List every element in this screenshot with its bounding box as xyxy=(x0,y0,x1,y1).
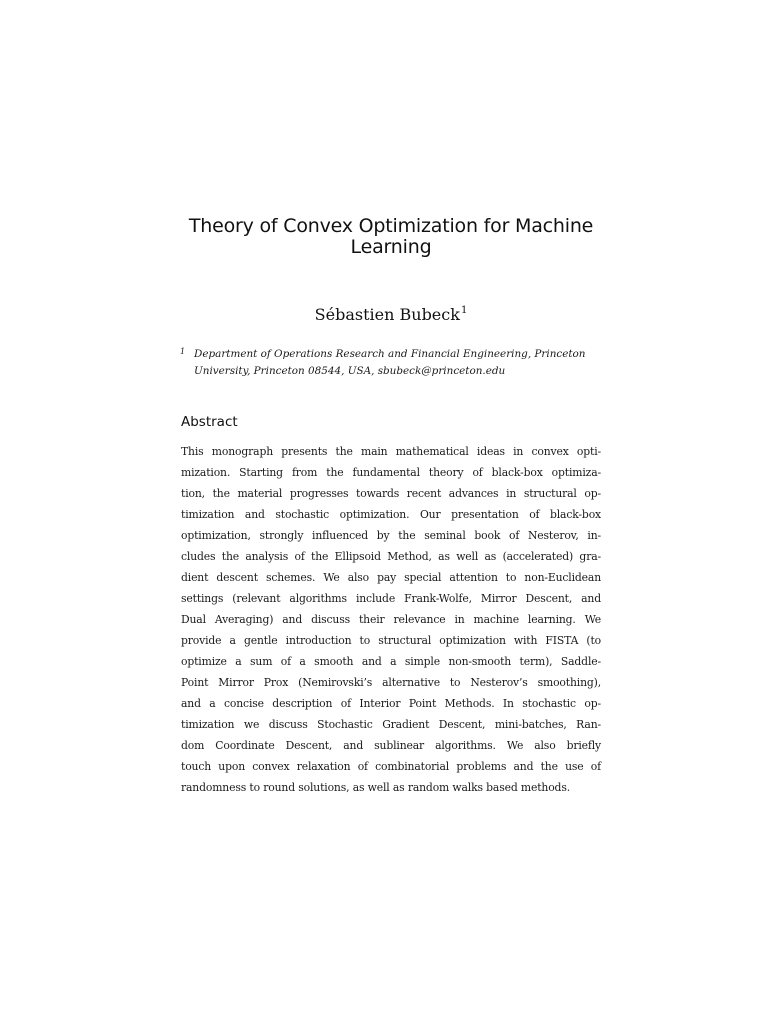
abstract-line: tion, the material progresses towards recent advances in structural op- xyxy=(181,487,601,500)
affiliation-footnote-mark: 1 xyxy=(180,347,186,356)
abstract-line: Dual Averaging) and discuss their relevance in machine learning. We xyxy=(181,613,601,626)
paper-title xyxy=(150,216,632,258)
abstract-line: This monograph presents the main mathematical ideas in convex opti- xyxy=(181,445,601,458)
abstract-line: cludes the analysis of the Ellipsoid Method, as well as (accelerated) gra- xyxy=(181,550,601,563)
abstract-line: timization and stochastic optimization. Our presentation of black-box xyxy=(181,508,601,521)
title-line-2: Learning xyxy=(350,236,432,258)
title-line-1: Theory of Convex Optimization for Machine xyxy=(188,215,594,237)
abstract-line: timization we discuss Stochastic Gradient Descent, mini-batches, Ran- xyxy=(181,718,601,731)
author-block xyxy=(150,300,632,326)
author-name: Sébastien Bubeck xyxy=(314,305,460,324)
abstract-line: randomness to round solutions, as well as random walks based methods. xyxy=(181,781,570,794)
abstract-heading: Abstract xyxy=(181,414,238,430)
abstract-body xyxy=(181,441,601,798)
affiliation xyxy=(180,346,605,380)
abstract-line: and a concise description of Interior Point Methods. In stochastic op- xyxy=(181,697,601,710)
affiliation-line-2: University, Princeton 08544, USA, sbubeck@princeton.edu xyxy=(194,365,506,377)
abstract-line: Point Mirror Prox (Nemirovski’s alternative to Nesterov’s smoothing), xyxy=(181,676,601,689)
abstract-line: dient descent schemes. We also pay special attention to non-Euclidean xyxy=(181,571,601,584)
abstract-line: provide a gentle introduction to structural optimization with FISTA (to xyxy=(181,634,601,647)
abstract-line: touch upon convex relaxation of combinatorial problems and the use of xyxy=(181,760,601,773)
affiliation-line-1: Department of Operations Research and Financial Engineering, Princeton xyxy=(194,348,586,360)
abstract-line: optimization, strongly influenced by the seminal book of Nesterov, in- xyxy=(181,529,601,542)
abstract-line: mization. Starting from the fundamental theory of black-box optimiza- xyxy=(181,466,601,479)
abstract-line: settings (relevant algorithms include Frank-Wolfe, Mirror Descent, and xyxy=(181,592,601,605)
abstract-line: optimize a sum of a smooth and a simple non-smooth term), Saddle- xyxy=(181,655,601,668)
author-footnote-mark: 1 xyxy=(460,305,468,316)
abstract-line: dom Coordinate Descent, and sublinear algorithms. We also briefly xyxy=(181,739,601,752)
